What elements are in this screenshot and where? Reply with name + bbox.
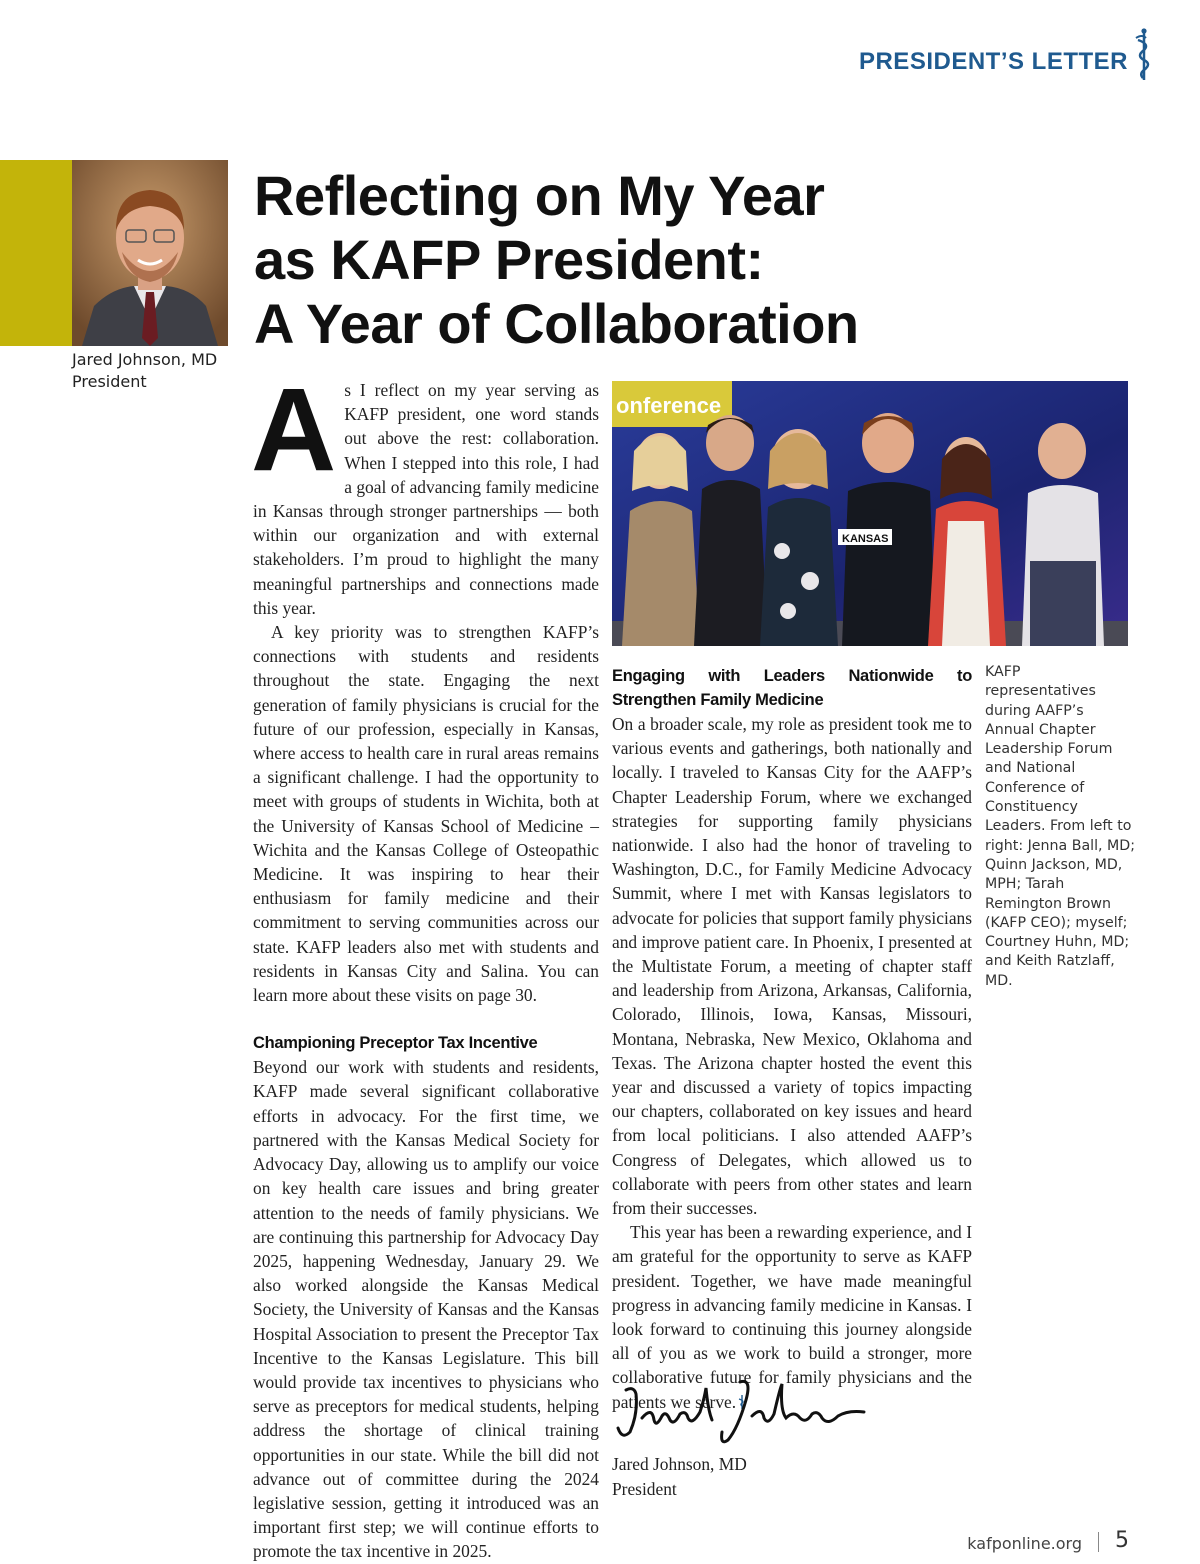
title-line-2: as KAFP President: [254, 228, 764, 291]
paragraph-text: s I reflect on my year serving as KAFP president, one word stands out above the rest: collaboration. When I stepped into this role, I had a goal of advancing family medicine in Kansas through stronger partnerships — both within our organization and with external stakeholders. I’m proud to highlight the many meaningful partnerships and connections made this year. [253, 380, 599, 618]
page-title [254, 164, 954, 356]
article-paragraph [251, 364, 599, 620]
portrait-role: President [72, 372, 147, 391]
footer-divider [1098, 1532, 1099, 1552]
footer-url[interactable]: kafponline.org [967, 1534, 1082, 1553]
signature [612, 1370, 872, 1450]
article-paragraph: A key priority was to strengthen KAFP’s connections with students and residents throughout the state. Engaging the next generation of family physicians is crucial for the future of our profession, especially in Kansas, where access to health care in rural areas remains a significant challenge. I had the opportunity to meet with groups of students in Wichita, both at the University of Kansas School of Medicine – Wichita and the Kansas College of Osteopathic Medicine. It was inspiring to hear their enthusiasm for family medicine and their commitment to serving communities across our state. KAFP leaders also met with students and residents in Kansas City and Salina. You can learn more about these visits on page 30. [253, 622, 599, 1006]
banner-text: onference [616, 393, 722, 418]
accent-bar [0, 160, 72, 346]
portrait-caption [72, 349, 217, 393]
caduceus-icon [1132, 26, 1156, 82]
drop-cap: A [251, 364, 337, 496]
article-paragraph: Beyond our work with students and residents, KAFP made several significant collaborative efforts in advocacy. For the first time, we partnered with the Kansas Medical Society for Advocacy Day, allowing us to amplify our voice on key health care issues and bring greater attention to the needs of family physicians. We are continuing this partnership for Advocacy Day 2025, happening Wednesday, January 29. We also worked alongside the Kansas Medical Society, the University of Kansas and the Kansas Hospital Association to present the Preceptor Tax Incentive to the Kansas Legislature. This bill would provide tax incentives to physicians who serve as preceptors for medical students, helping address the shortage of clinical training opportunities in our state. While the bill did not advance out of committee during the 2024 legislative session, getting it introduced was an important first step; we will continue efforts to promote the tax incentive in 2025. [253, 1057, 599, 1562]
signoff [612, 1452, 747, 1501]
section-label: PRESIDENT’S LETTER [858, 48, 1128, 75]
page-number: 5 [1115, 1528, 1129, 1553]
signoff-role: President [612, 1478, 677, 1499]
portrait-name: Jared Johnson, MD [72, 350, 218, 369]
author-portrait [72, 160, 228, 346]
article-paragraph: On a broader scale, my role as president took me to various events and gatherings, both nationally and locally. I traveled to Kansas City for the AAFP’s Chapter Leadership Forum, where we exchanged strategies for supporting family physicians nationwide. I also had the honor of traveling to Washington, D.C., for Family Medicine Advocacy Summit, where I met with Kansas legislators to advocate for policies that support family physicians and improve patient care. In Phoenix, I presented at the Multistate Forum, a meeting of chapter staff and leadership from Arizona, Arkansas, California, Colorado, Illinois, Iowa, Kansas, Missouri, Montana, Nebraska, New Mexico, Oklahoma and Texas. The Arizona chapter hosted the event this year and discussed a variety of topics impacting our chapters, collaborated on key issues and heard from local politicians. I also attended AAFP’s Congress of Delegates, which allowed us to collaborate with peers from other states and learn from their successes. [612, 714, 972, 1219]
title-line-3: A Year of Collaboration [254, 292, 859, 355]
person-3 [760, 429, 838, 646]
title-line-1: Reflecting on My Year [254, 164, 825, 227]
signoff-name: Jared Johnson, MD [612, 1454, 747, 1474]
paragraph-text: This year has been a rewarding experience, and I am grateful for the opportunity to serve as KAFP president. Together, we have made meaningful progress in advancing family medicine in Kansas. I look forward to continuing this journey alongside all of you as we work to build a stronger, more collaborative future for family physicians and the patients we serve. [612, 1222, 972, 1412]
kansas-sign-text: KANSAS [842, 533, 889, 545]
subheading: Engaging with Leaders Nationwide to Strengthen Family Medicine [612, 667, 972, 709]
photo-caption: KAFP representatives during AAFP’s Annual Chapter Leadership Forum and National Conference of Constituency Leaders. From left to right: Jenna Ball, MD; Quinn Jackson, MD, MPH; Tarah Remington Brown (KAFP CEO); myself; Courtney Huhn, MD; and Keith Ratzlaff, MD. [985, 664, 1136, 989]
article-column-left [251, 364, 599, 1564]
article-column-middle [612, 664, 972, 1414]
group-photo [612, 381, 1128, 646]
subheading: Championing Preceptor Tax Incentive [253, 1034, 538, 1053]
